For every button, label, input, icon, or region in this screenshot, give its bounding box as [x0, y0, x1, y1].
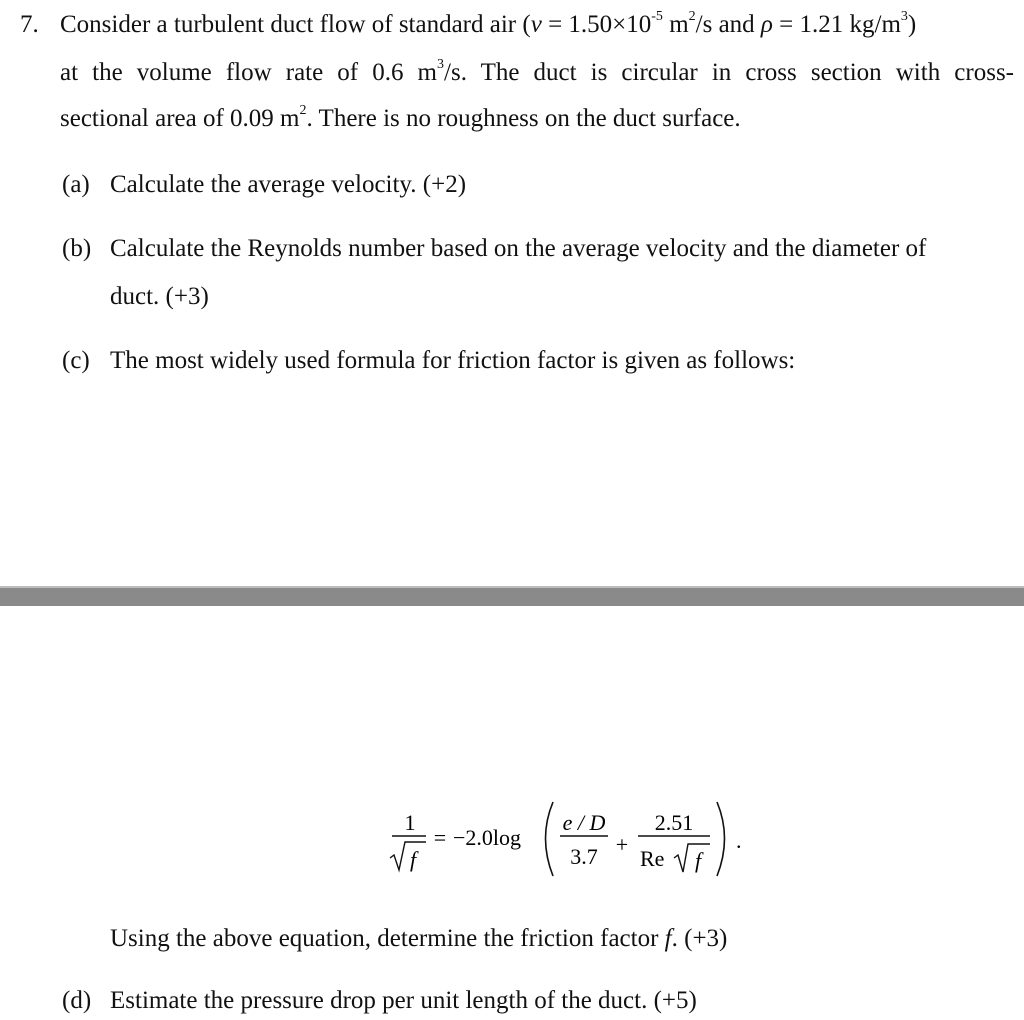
rho-exponent: 3 — [900, 8, 908, 24]
nu-unit-exponent: 2 — [688, 8, 696, 24]
question-number: 7. — [20, 11, 39, 38]
intro-line-2-text — [60, 58, 1014, 88]
page-divider — [0, 586, 1024, 606]
coefficient: −2.0log — [453, 825, 522, 850]
rho-symbol: ρ — [760, 11, 773, 38]
part-b — [62, 234, 926, 264]
plus-sign: + — [615, 832, 629, 857]
lhs-sqrt-sign — [390, 842, 426, 870]
part-d — [62, 986, 697, 1016]
part-c-followup-text: Using the above equation, determine the friction factor — [110, 925, 665, 952]
equals-sign: = — [433, 825, 447, 850]
area-exponent: 2 — [299, 102, 307, 118]
part-c-text: The most widely used formula for friction factor is given as follows: — [110, 347, 796, 374]
part-c-followup-tail: . (+3) — [671, 925, 728, 952]
rho-close: ) — [907, 11, 917, 38]
area-text: sectional area of 0.09 m — [60, 105, 300, 132]
frac2-denominator-re: Re — [640, 846, 665, 871]
right-parenthesis — [717, 802, 725, 876]
lhs-denominator-f: f — [409, 847, 417, 872]
equation-trailing-period: . — [736, 828, 742, 853]
frac2-numerator: 2.51 — [654, 810, 694, 835]
nu-unit: m — [662, 11, 689, 38]
part-b-continuation — [110, 282, 209, 312]
left-parenthesis — [546, 802, 554, 876]
friction-factor-equation — [380, 792, 750, 888]
frac1-denominator: 3.7 — [570, 844, 598, 869]
flow-rate-tail: /s. The duct is circular in cross section with cross- — [444, 59, 1014, 86]
part-b-text-line-2: duct. (+3) — [110, 283, 209, 310]
part-c-label: (c) — [62, 347, 90, 374]
frac2-denominator-f: f — [694, 848, 702, 873]
lhs-numerator: 1 — [404, 810, 416, 835]
nu-value: = 1.50×10 — [541, 11, 652, 38]
area-tail: . There is no roughness on the duct surface. — [306, 105, 741, 132]
part-c-followup-var: f — [664, 925, 672, 952]
part-a — [62, 170, 466, 200]
rho-value: = 1.21 kg/m — [772, 11, 901, 38]
part-b-label: (b) — [62, 235, 92, 262]
flow-rate-exponent: 3 — [437, 56, 445, 72]
question-intro-line-1 — [60, 10, 916, 40]
part-c-followup — [110, 924, 727, 954]
flow-rate-text: at the volume flow rate of 0.6 m — [60, 59, 438, 86]
frac1-numerator: e / D — [562, 810, 606, 835]
question-intro-line-2 — [60, 58, 1014, 88]
nu-symbol: ν — [530, 11, 542, 38]
part-d-label: (d) — [62, 987, 92, 1014]
part-d-text: Estimate the pressure drop per unit length of the duct. (+5) — [110, 987, 697, 1014]
part-b-text-line-1: Calculate the Reynolds number based on the average velocity and the diameter of — [110, 235, 927, 262]
equation-svg — [380, 792, 750, 888]
part-c — [62, 346, 795, 376]
question-intro-line-3 — [60, 104, 741, 134]
nu-exponent: -5 — [651, 8, 663, 24]
frac2-sqrt-sign — [674, 844, 710, 872]
intro-text: Consider a turbulent duct flow of standard air ( — [60, 11, 531, 38]
part-a-text: Calculate the average velocity. (+2) — [110, 171, 467, 198]
part-a-label: (a) — [62, 171, 90, 198]
nu-unit-tail: /s and — [695, 11, 761, 38]
